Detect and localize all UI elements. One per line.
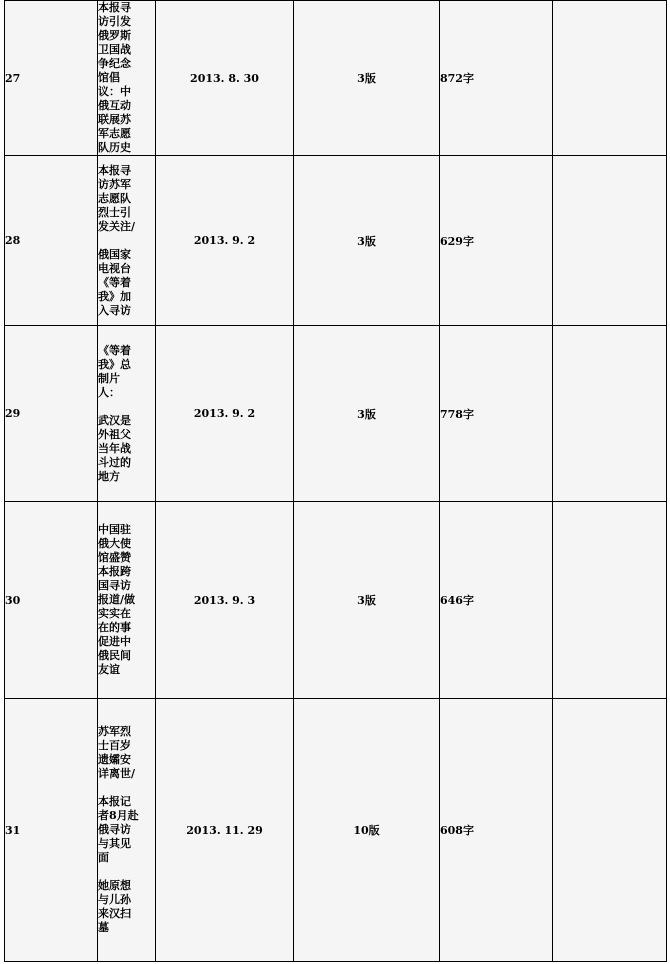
row-number: 29 (5, 326, 98, 502)
page-number: 10版 (294, 699, 440, 962)
page-number: 3版 (294, 1, 440, 156)
publish-date: 2013. 9. 3 (156, 502, 294, 699)
page-number: 3版 (294, 502, 440, 699)
article-title (98, 156, 156, 326)
table-row (5, 502, 667, 699)
article-title (98, 699, 156, 962)
note-cell (553, 1, 667, 156)
note-cell (553, 502, 667, 699)
publish-date: 2013. 11. 29 (156, 699, 294, 962)
article-title-paragraph: 本报寻访引发俄罗斯卫国战争纪念馆倡议：中俄互动联展苏军志愿队历史 (98, 1, 131, 154)
article-title-paragraph: 本报寻访苏军志愿队烈士引发关注/ (98, 163, 136, 233)
table-row (5, 699, 667, 962)
publish-date: 2013. 9. 2 (156, 156, 294, 326)
word-count: 608字 (440, 699, 553, 962)
article-title-paragraph: 俄国家电视台《等着我》加入寻访 (98, 247, 131, 317)
article-title (98, 502, 156, 699)
note-cell (553, 156, 667, 326)
note-cell (553, 699, 667, 962)
articles-table (4, 0, 667, 962)
page-number: 3版 (294, 156, 440, 326)
article-title (98, 326, 156, 502)
word-count: 646字 (440, 502, 553, 699)
publish-date: 2013. 9. 2 (156, 326, 294, 502)
table-body (5, 1, 667, 962)
article-title-paragraph: 《等着我》总制片人： (98, 343, 131, 399)
row-number: 28 (5, 156, 98, 326)
table-row (5, 156, 667, 326)
publish-date: 2013. 8. 30 (156, 1, 294, 156)
article-title-paragraph: 苏军烈士百岁遗孀安详离世/ (98, 725, 136, 780)
word-count: 778字 (440, 326, 553, 502)
word-count: 872字 (440, 1, 553, 156)
table-row (5, 1, 667, 156)
article-title-paragraph: 本报记者8月赴俄寻访与其见面 (98, 795, 139, 864)
table-row (5, 326, 667, 502)
article-title (98, 1, 156, 156)
article-title-paragraph: 她原想与儿孙来汉扫墓 (98, 879, 131, 934)
word-count: 629字 (440, 156, 553, 326)
article-title-paragraph: 武汉是外祖父当年战斗过的地方 (98, 413, 131, 483)
row-number: 30 (5, 502, 98, 699)
row-number: 31 (5, 699, 98, 962)
row-number: 27 (5, 1, 98, 156)
note-cell (553, 326, 667, 502)
article-title-paragraph: 中国驻俄大使馆盛赞本报跨国寻访报道/做实实在在的事 促进中俄民间友谊 (98, 523, 136, 676)
page-number: 3版 (294, 326, 440, 502)
